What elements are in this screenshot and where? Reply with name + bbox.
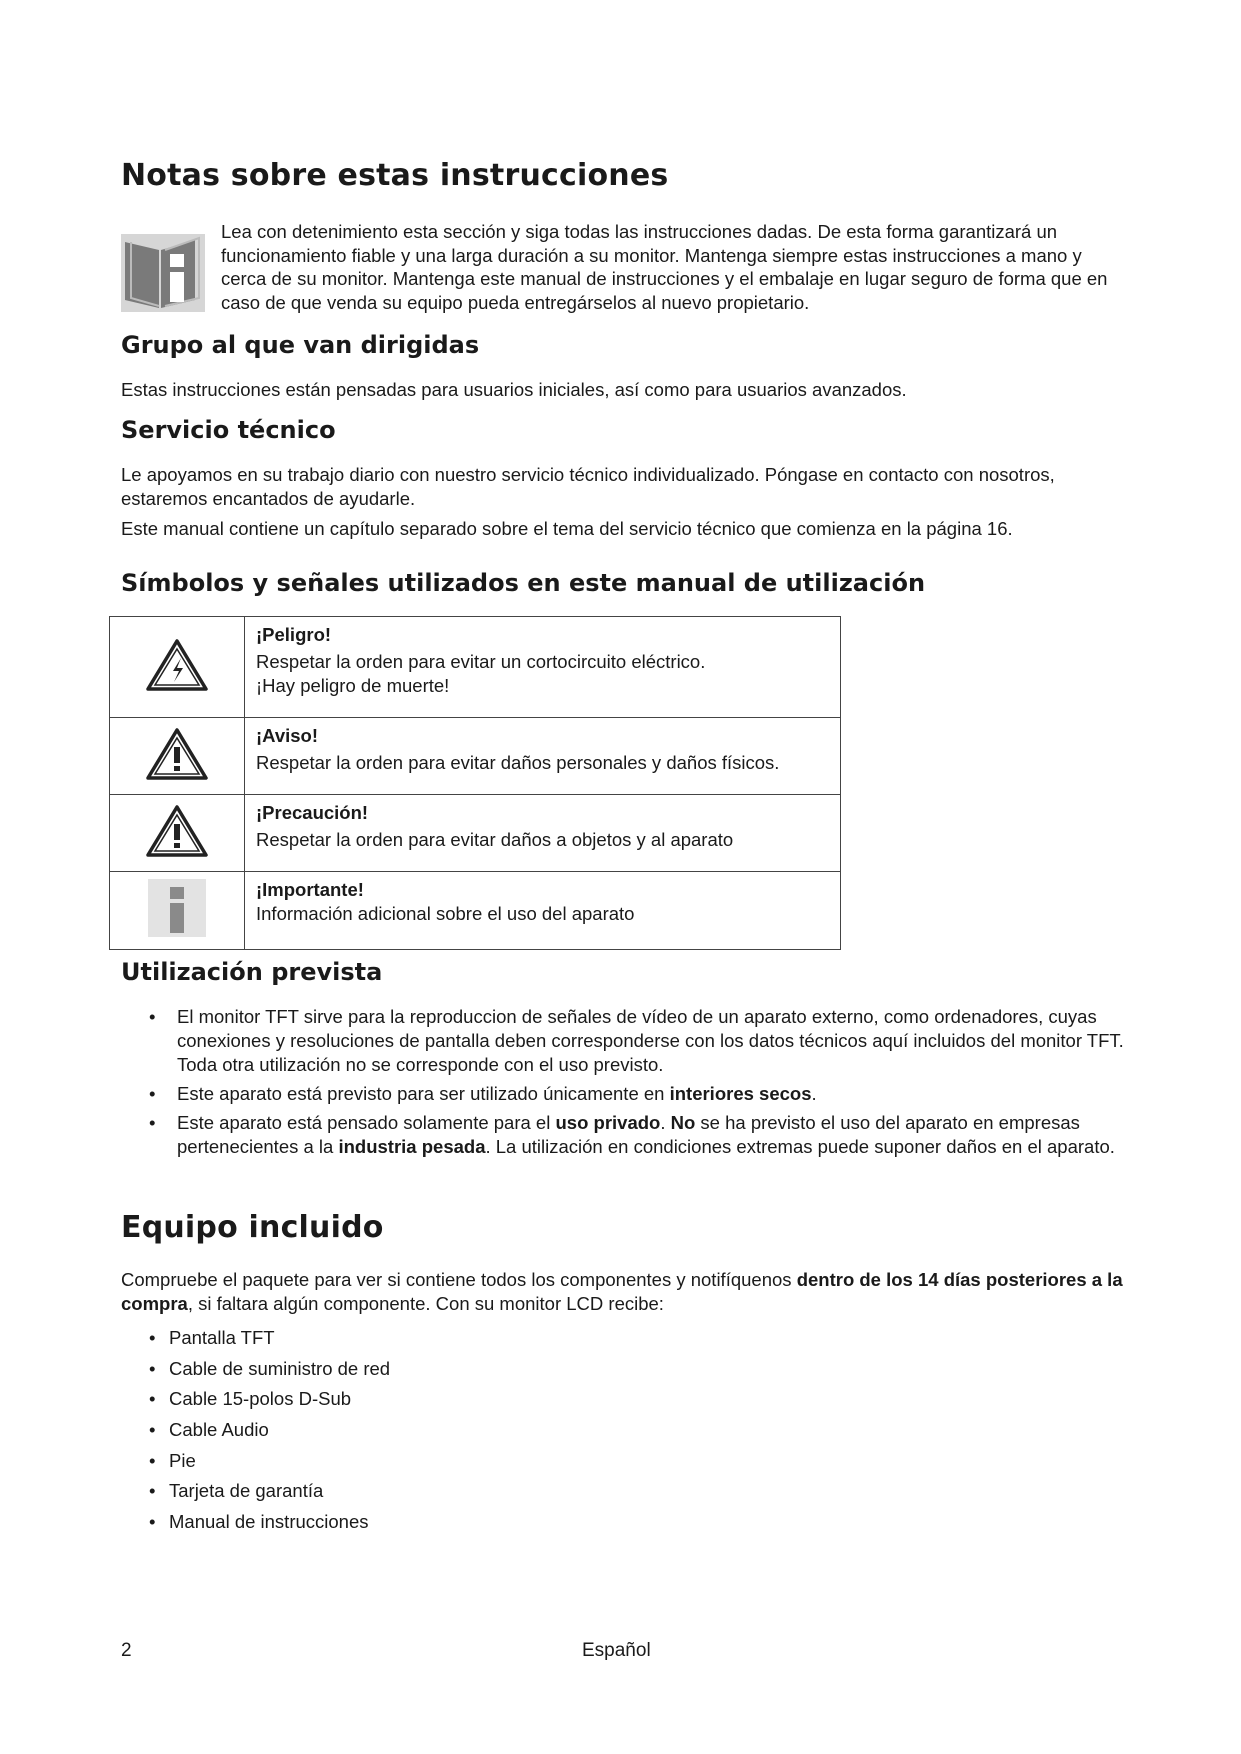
symbol-row-important [110, 872, 841, 950]
list-item: • El monitor TFT sirve para la reproduccion de señales de vídeo de un aparato externo, como ordenadores, cuyas conexiones y resoluciones de pantalla deben corresponderse con los datos técnicos aquí incluidos del monitor TFT. Toda otra utilización no se corresponde con el uso previsto. [149, 1006, 1124, 1075]
service-text-2: Este manual contiene un capítulo separado sobre el tema del servicio técnico que comienza en la página 16. [121, 518, 1013, 539]
included-list [121, 1326, 390, 1541]
footer-language: Español [582, 1640, 651, 1661]
symbol-description: Respetar la orden para evitar un cortocircuito eléctrico. ¡Hay peligro de muerte! [256, 651, 706, 696]
list-item: • Este aparato está pensado solamente para el uso privado. No se ha previsto el uso del aparato en empresas pertenecientes a la industria pesada. La utilización en condiciones extremas puede suponer daños en el aparato. [149, 1112, 1115, 1157]
list-item: • Cable Audio [149, 1419, 269, 1441]
included-heading: Equipo incluido [121, 1210, 384, 1245]
symbol-row-warning [110, 718, 841, 795]
info-icon [148, 879, 206, 937]
list-item: • Pantalla TFT [149, 1327, 275, 1348]
usage-heading: Utilización prevista [121, 958, 383, 986]
service-text-1: Le apoyamos en su trabajo diario con nuestro servicio técnico individualizado. Póngase en contacto con nosotros, estaremos encantados de ayudarle. [121, 464, 1055, 509]
list-item: • Tarjeta de garantía [149, 1480, 324, 1502]
list-item: • Cable de suministro de red [149, 1357, 391, 1379]
symbol-row-danger [110, 617, 841, 718]
usage-list [121, 1005, 1131, 1164]
warning-icon [145, 727, 209, 781]
list-item: • Manual de instrucciones [149, 1511, 369, 1533]
caution-icon [145, 804, 209, 858]
notes-heading: Notas sobre estas instrucciones [121, 158, 669, 193]
symbol-title: ¡Importante! [256, 879, 364, 900]
list-item: • Pie [149, 1449, 196, 1471]
audience-text: Estas instrucciones están pensadas para usuarios iniciales, así como para usuarios avanzados. [121, 379, 907, 400]
electric-hazard-icon [145, 638, 209, 692]
symbol-description: Respetar la orden para evitar daños personales y daños físicos. [256, 752, 780, 773]
symbol-title: ¡Aviso! [256, 725, 319, 746]
symbol-description: Información adicional sobre el uso del aparato [256, 903, 635, 924]
symbol-title: ¡Peligro! [256, 624, 332, 645]
included-intro: Compruebe el paquete para ver si contiene todos los componentes y notifíquenos dentro de los 14 días posteriores a la compra, si faltara algún componente. Con su monitor LCD recibe: [121, 1269, 1123, 1314]
symbols-heading: Símbolos y señales utilizados en este manual de utilización [121, 569, 926, 597]
audience-heading: Grupo al que van dirigidas [121, 331, 480, 359]
service-heading: Servicio técnico [121, 416, 336, 444]
symbol-row-caution [110, 795, 841, 872]
symbol-title: ¡Precaución! [256, 802, 369, 823]
list-item: • Este aparato está previsto para ser utilizado únicamente en interiores secos. [149, 1083, 817, 1104]
list-item: • Cable 15-polos D-Sub [149, 1388, 352, 1410]
info-book-icon [121, 228, 205, 312]
page-number: 2 [121, 1640, 132, 1661]
symbol-description: Respetar la orden para evitar daños a objetos y al aparato [256, 829, 734, 850]
notes-text: Lea con detenimiento esta sección y siga todas las instrucciones dadas. De esta forma garantizará un funcionamiento fiable y una larga duración a su monitor. Mantenga siempre estas instrucciones a mano y cerca de su monitor. Mantenga este manual de instrucciones y el embalaje en lugar seguro de forma que en caso de que venda su equipo pueda entregárselos al nuevo propietario. [221, 221, 1108, 313]
symbols-table [109, 616, 841, 950]
